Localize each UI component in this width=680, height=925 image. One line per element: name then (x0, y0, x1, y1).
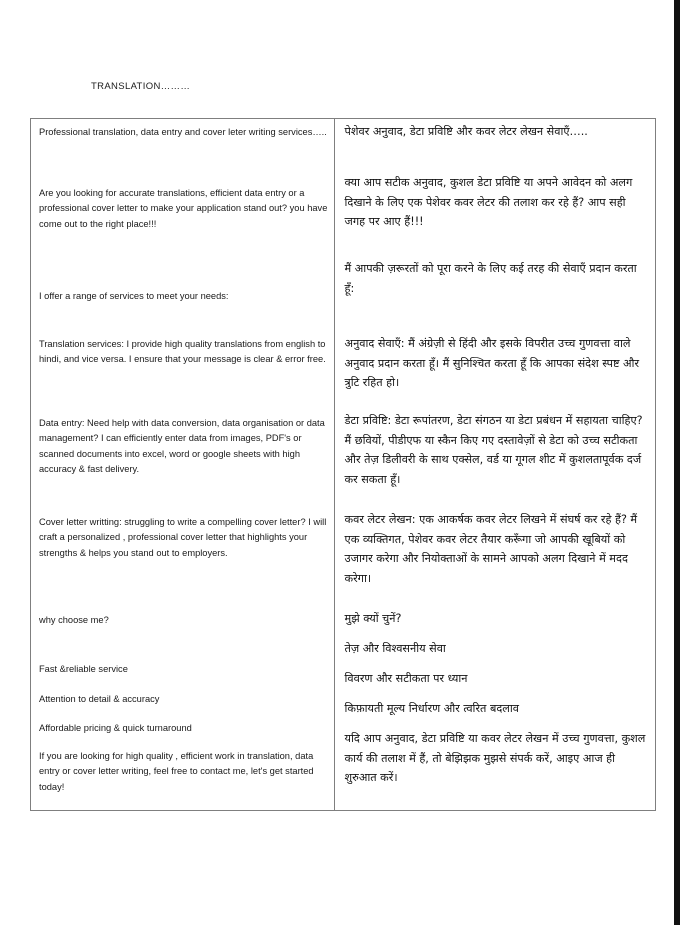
translation-table (30, 118, 656, 811)
english-paragraph: why choose me? (39, 615, 109, 625)
hindi-paragraph: तेज़ और विश्वसनीय सेवा (344, 642, 446, 655)
english-column (31, 119, 335, 810)
english-paragraph: Data entry: Need help with data conversion, data organisation or data management? I can efficiently enter data from images, PDF's or scanned documents into excel, word or google sheets with high accuracy & fast delivery. (39, 418, 325, 475)
page-title: TRANSLATION……… (91, 81, 191, 92)
english-paragraph: Cover letter writting: struggling to write a compelling cover letter? I will craft a personalized , professional cover letter that highlights your strengths & helps you stand out to employers. (39, 517, 327, 558)
hindi-paragraph: किफ़ायती मूल्य निर्धारण और त्वरित बदलाव (344, 702, 519, 715)
page-edge-shadow (674, 0, 680, 925)
english-paragraph: If you are looking for high quality , efficient work in translation, data entry or cover letter writing, feel free to contact me, let's get started today! (39, 751, 314, 792)
hindi-paragraph: क्या आप सटीक अनुवाद, कुशल डेटा प्रविष्टि या अपने आवेदन को अलग दिखाने के लिए एक पेशेवर कवर लेटर की तलाश कर रहे हैं? आप सही जगह पर आए हैं!!! (344, 176, 633, 228)
hindi-paragraph: डेटा प्रविष्टि: डेटा रूपांतरण, डेटा संगठन या डेटा प्रबंधन में सहायता चाहिए? मैं छवियों, पीडीएफ या स्कैन किए गए दस्तावेज़ों से डेटा को उच्च सटीकता और तेज़ डिलीवरी के साथ एक्सेल, वर्ड या गूगल शीट में कुशलतापूर्वक दर्ज कर सकता हूँ। (344, 414, 643, 486)
hindi-paragraph: पेशेवर अनुवाद, डेटा प्रविष्टि और कवर लेटर लेखन सेवाएँ….. (344, 125, 588, 138)
hindi-paragraph: मैं आपकी ज़रूरतों को पूरा करने के लिए कई तरह की सेवाएँ प्रदान करता हूँ: (344, 262, 637, 295)
hindi-paragraph: यदि आप अनुवाद, डेटा प्रविष्टि या कवर लेटर लेखन में उच्च गुणवत्ता, कुशल कार्य की तलाश में हैं, तो बेझिझक मुझसे संपर्क करें, आइए आज ही शुरुआत करें। (344, 732, 646, 784)
english-paragraph: Attention to detail & accuracy (39, 694, 160, 704)
english-paragraph: I offer a range of services to meet your needs: (39, 291, 229, 301)
table-columns (31, 119, 655, 810)
english-paragraph: Affordable pricing & quick turnaround (39, 723, 192, 733)
hindi-paragraph: विवरण और सटीकता पर ध्यान (344, 672, 468, 685)
hindi-paragraph: कवर लेटर लेखन: एक आकर्षक कवर लेटर लिखने में संघर्ष कर रहे हैं? मैं एक व्यक्तिगत, पेशेवर कवर लेटर तैयार करूँगा जो आपकी खूबियों को उजागर करेगा और नियोक्ताओं के सामने आपको अलग दिखाने में मदद करेगा। (344, 513, 638, 585)
hindi-paragraph: मुझे क्यों चुनें? (344, 612, 402, 625)
english-paragraph: Translation services: I provide high quality translations from english to hindi, and vice versa. I ensure that your message is clear & error free. (39, 339, 326, 365)
hindi-column (335, 119, 655, 810)
english-paragraph: Fast &reliable service (39, 664, 128, 674)
english-paragraph: Are you looking for accurate translations, efficient data entry or a professional cover letter to make your application stand out? you have come out to the right place!!! (39, 188, 328, 229)
english-paragraph: Professional translation, data entry and cover leter writing services….. (39, 127, 327, 137)
hindi-paragraph: अनुवाद सेवाएँ: मैं अंग्रेज़ी से हिंदी और इसके विपरीत उच्च गुणवत्ता वाले अनुवाद प्रदान करता हूँ। मैं सुनिश्चित करता हूँ कि आपका संदेश स्पष्ट और त्रुटि रहित हो। (344, 337, 640, 389)
